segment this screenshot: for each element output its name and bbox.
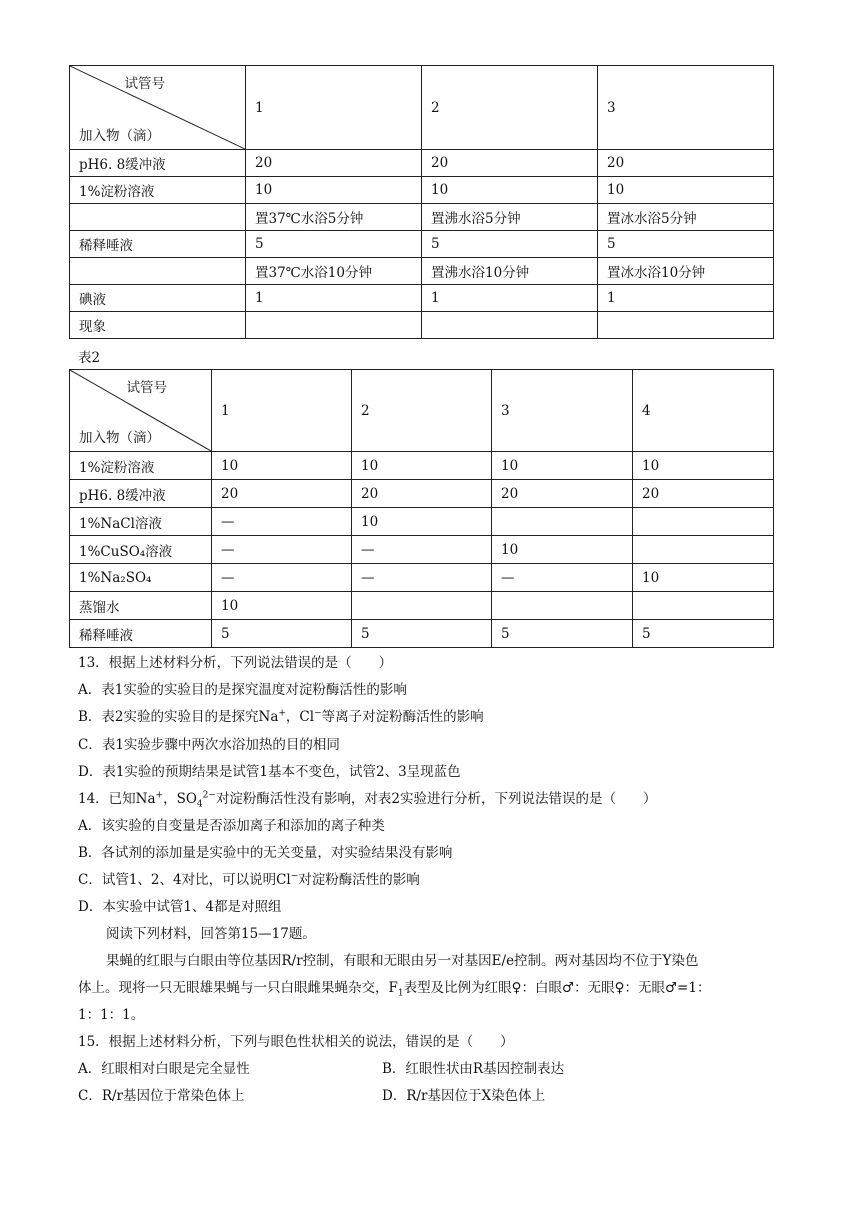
question-13-option-c: C．表1实验步骤中两次水浴加热的目的相同 [78,737,340,753]
table-cell [633,536,774,564]
question-13-option-b: B．表2实验的实验目的是探究Na+，Cl−等离子对淀粉酶活性的影响 [78,708,484,725]
question-15-option-d: D．R/r基因位于X染色体上 [382,1088,546,1104]
header-tube-number: 试管号 [126,380,167,396]
question-13-option-a: A．表1实验的实验目的是探究温度对淀粉酶活性的影响 [78,682,407,698]
table-row [70,564,774,592]
table-cell: 置冰水浴5分钟 [598,204,774,231]
question-14-option-a: A．该实验的自变量是否添加离子和添加的离子种类 [78,818,385,834]
table-cell: 5 [352,620,492,648]
row-label [70,258,246,285]
row-label: 1%Na₂SO₄ [70,564,212,592]
table-cell: — [352,536,492,564]
question-13-option-d: D．表1实验的预期结果是试管1基本不变色，试管2、3呈现蓝色 [78,764,461,780]
column-header: 1 [246,66,422,150]
question-15-option-c: C．R/r基因位于常染色体上 [78,1088,245,1104]
table-cell: 5 [492,620,633,648]
table-cell: — [212,564,352,592]
table-cell: 5 [633,620,774,648]
table-cell [633,508,774,536]
table-cell: 10 [633,564,774,592]
table-cell: 20 [492,480,633,508]
table-cell: 10 [492,536,633,564]
table-cell: 10 [492,452,633,480]
table-cell: 5 [212,620,352,648]
row-label: 稀释唾液 [70,620,212,648]
question-15-stem: 15．根据上述材料分析，下列与眼色性状相关的说法，错误的是（ ） [78,1034,514,1050]
table-cell: 1 [246,285,422,312]
header-added-substance: 加入物（滴） [79,128,160,144]
column-header: 1 [212,370,352,452]
column-header: 4 [633,370,774,452]
table-cell: 20 [352,480,492,508]
column-header: 2 [422,66,598,150]
column-header: 2 [352,370,492,452]
table-2-caption: 表2 [78,350,101,366]
table-cell: 20 [246,150,422,177]
table-cell: 20 [598,150,774,177]
table-cell: — [492,564,633,592]
table-row [70,150,774,177]
table-row [70,177,774,204]
table-cell: — [212,508,352,536]
table-cell: 10 [212,592,352,620]
table-1 [69,65,774,339]
table-cell [422,312,598,339]
table-cell: 10 [352,452,492,480]
table-cell: 置沸水浴10分钟 [422,258,598,285]
table-cell: 置冰水浴10分钟 [598,258,774,285]
table-row [70,452,774,480]
table-row [70,480,774,508]
table-cell: — [212,536,352,564]
table-cell: 置37℃水浴5分钟 [246,204,422,231]
table-cell [598,312,774,339]
question-14-option-c: C．试管1、2、4对比，可以说明Cl−对淀粉酶活性的影响 [78,871,420,888]
table-cell: 置37℃水浴10分钟 [246,258,422,285]
table-cell: 10 [246,177,422,204]
row-label [70,204,246,231]
column-header: 3 [598,66,774,150]
row-label: 1%淀粉溶液 [70,177,246,204]
row-label: 1%NaCl溶液 [70,508,212,536]
reading-paragraph-line-2: 体上。现将一只无眼雄果蝇与一只白眼雌果蝇杂交，$F_1$表型及比例为红眼♀：白眼♂：无眼♀：无眼♂=1： [78,980,711,999]
table-cell: 10 [352,508,492,536]
table-cell: 10 [598,177,774,204]
table-row [70,508,774,536]
question-15-option-b: B．红眼性状由R基因控制表达 [382,1061,565,1077]
question-14-stem: 14．已知Na+，$SO_4^{2-}$对淀粉酶活性没有影响，对表2实验进行分析，下列说法错误的是（ ） [78,790,657,810]
table-cell: 5 [422,231,598,258]
question-14-option-d: D．本实验中试管1、4都是对照组 [78,899,282,915]
table-cell: — [352,564,492,592]
row-label: 碘液 [70,285,246,312]
table-row [70,204,774,231]
table-row [70,258,774,285]
row-label: pH6. 8缓冲液 [70,150,246,177]
row-label: 1%淀粉溶液 [70,452,212,480]
table-cell: 20 [633,480,774,508]
table-cell [352,592,492,620]
table-cell: 10 [633,452,774,480]
table-cell [492,508,633,536]
table-cell: 5 [246,231,422,258]
table-cell: 20 [212,480,352,508]
table-row [70,285,774,312]
table-2 [69,369,774,648]
table-cell: 10 [212,452,352,480]
table-cell: 置沸水浴5分钟 [422,204,598,231]
table-cell: 20 [422,150,598,177]
table-header-diagonal-cell [70,370,212,452]
row-label: pH6. 8缓冲液 [70,480,212,508]
table-cell: 1 [422,285,598,312]
header-tube-number: 试管号 [124,76,165,92]
reading-paragraph-line-3: 1：1：1。 [78,1007,145,1023]
table-header-diagonal-cell [70,66,246,150]
table-cell [492,592,633,620]
row-label: 现象 [70,312,246,339]
row-label: 蒸馏水 [70,592,212,620]
table-cell: 1 [598,285,774,312]
row-label: 1%CuSO₄溶液 [70,536,212,564]
reading-intro: 阅读下列材料，回答第15—17题。 [106,926,316,942]
reading-paragraph-line-1: 果蝇的红眼与白眼由等位基因R/r控制，有眼和无眼由另一对基因E/e控制。两对基因均不位于Y染色 [106,953,699,969]
table-row [70,231,774,258]
table-row [70,312,774,339]
row-label: 稀释唾液 [70,231,246,258]
column-header: 3 [492,370,633,452]
table-cell [633,592,774,620]
table-cell: 10 [422,177,598,204]
header-added-substance: 加入物（滴） [79,430,160,446]
table-row [70,620,774,648]
table-cell [246,312,422,339]
table-cell: 5 [598,231,774,258]
table-row [70,592,774,620]
table-row [70,536,774,564]
question-13-stem: 13．根据上述材料分析，下列说法错误的是（ ） [78,655,393,671]
question-14-option-b: B．各试剂的添加量是实验中的无关变量，对实验结果没有影响 [78,845,453,861]
question-15-option-a: A．红眼相对白眼是完全显性 [78,1061,250,1077]
